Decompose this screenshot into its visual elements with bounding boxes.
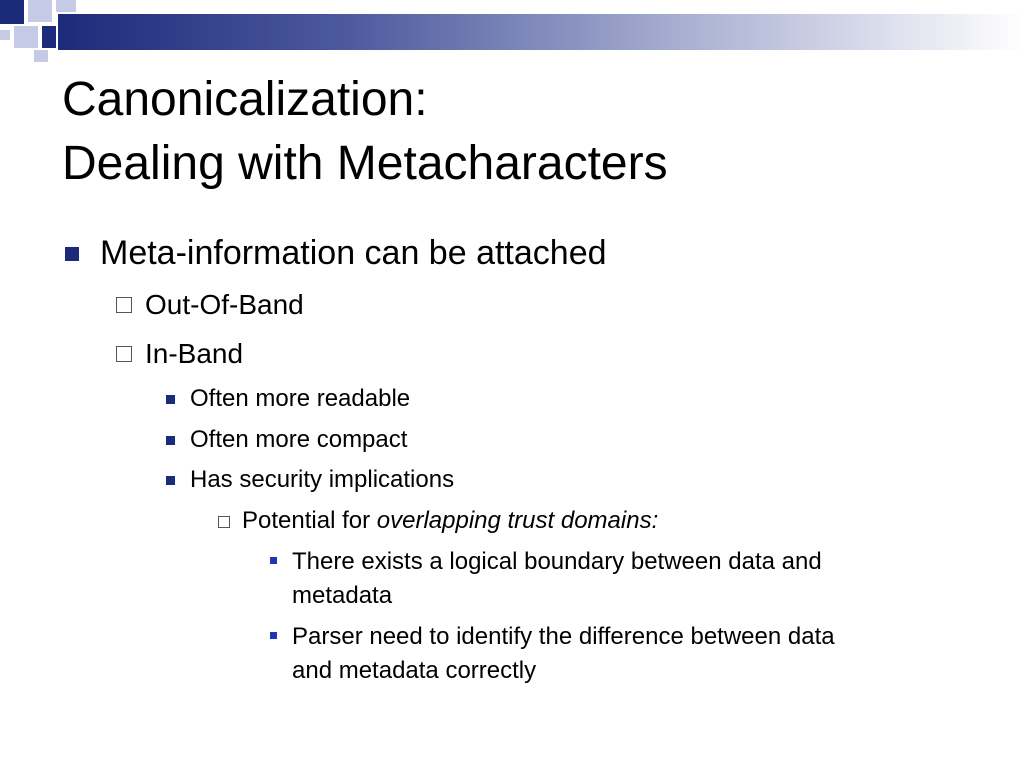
bullet-item-level5 (292, 545, 822, 613)
bullet-hollow-square-icon (116, 346, 132, 362)
title-line-2: Dealing with Metacharacters (62, 137, 668, 190)
bullet-text-prefix: Potential for (242, 507, 377, 534)
bullet-line: Parser need to identify the difference between data (292, 623, 835, 650)
bullet-item-level2: In-Band (145, 338, 244, 369)
bullet-item-level1: Meta-information can be attached (100, 234, 607, 272)
bullet-square-icon (166, 436, 175, 445)
bullet-square-icon (270, 632, 277, 639)
bullet-line: metadata (292, 582, 393, 609)
bullet-item-level2: Out-Of-Band (145, 289, 304, 320)
bullet-line: There exists a logical boundary between data and (292, 548, 822, 575)
bullet-item-level3: Often more readable (190, 385, 411, 412)
bullet-hollow-square-icon (218, 516, 230, 528)
bullet-square-icon (65, 247, 79, 261)
bullet-hollow-square-icon (116, 297, 132, 313)
bullet-item-level4 (242, 507, 658, 535)
title-line-1: Canonicalization: (62, 73, 428, 126)
bullet-item-level5 (292, 620, 835, 688)
bullet-text-emphasis: overlapping trust domains: (376, 507, 659, 534)
bullet-square-icon (166, 476, 175, 485)
bullet-square-icon (166, 395, 175, 404)
bullet-item-level3: Often more compact (190, 426, 408, 453)
bullet-line: and metadata correctly (292, 657, 537, 684)
bullet-square-icon (270, 557, 277, 564)
bullet-item-level3: Has security implications (190, 466, 455, 493)
